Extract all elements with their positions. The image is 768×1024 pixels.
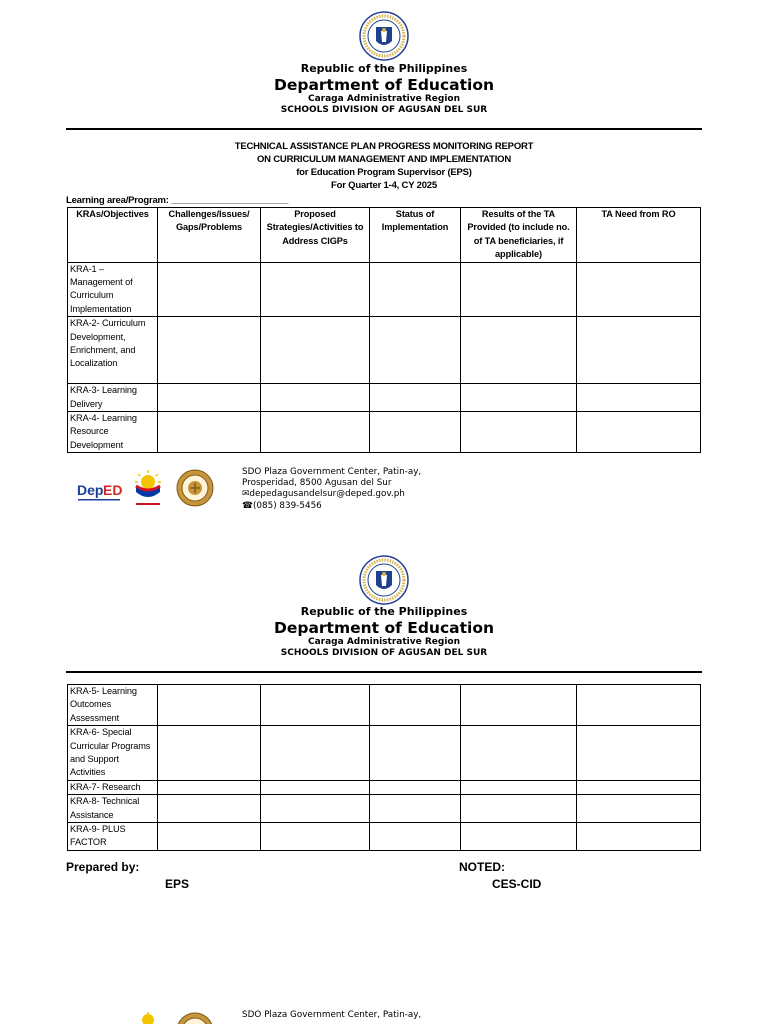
table-row xyxy=(68,823,701,851)
table-cell[interactable] xyxy=(261,685,370,726)
table-cell[interactable] xyxy=(261,726,370,781)
email-icon: ✉ xyxy=(242,489,250,500)
header-challenges: Challenges/Issues/ Gaps/Problems xyxy=(158,208,261,263)
table-row xyxy=(68,726,701,781)
bagong-pilipinas-logo-icon xyxy=(128,1012,168,1024)
phone-icon: ☎ xyxy=(242,500,253,511)
republic-text: Republic of the Philippines xyxy=(300,605,468,618)
header-strategies: Proposed Strategies/Activities to Address CIGPs xyxy=(261,208,370,263)
division-text: SCHOOLS DIVISION OF AGUSAN DEL SUR xyxy=(280,105,488,115)
header-results: Results of the TA Provided (to include no. of TA beneficiaries, if applicable) xyxy=(461,208,577,263)
prepared-by-label: Prepared by: xyxy=(66,860,140,874)
table-row xyxy=(68,685,701,726)
report-title-line4: For Quarter 1-4, CY 2025 xyxy=(331,180,437,191)
kra-label: KRA-2- Curriculum Development, Enrichment, and Localization xyxy=(68,317,158,384)
kra-label: KRA-8- Technical Assistance xyxy=(68,795,158,823)
kra-label: KRA-1 – Management of Curriculum Implementation xyxy=(68,262,158,317)
table-cell[interactable] xyxy=(261,780,370,794)
svg-text:ED: ED xyxy=(103,482,123,498)
table-cell[interactable] xyxy=(158,795,261,823)
header-status: Status of Implementation xyxy=(370,208,461,263)
header-ta-need: TA Need from RO xyxy=(577,208,701,263)
kra-label: KRA-6- Special Curricular Programs and Support Activities xyxy=(68,726,158,781)
table-cell[interactable] xyxy=(261,795,370,823)
kra-label: KRA-4- Learning Resource Development xyxy=(68,412,158,453)
svg-text:Dep: Dep xyxy=(77,482,104,498)
division-text: SCHOOLS DIVISION OF AGUSAN DEL SUR xyxy=(280,648,488,658)
table-cell[interactable] xyxy=(461,780,577,794)
table-cell[interactable] xyxy=(261,823,370,851)
learning-area-field[interactable]: Learning area/Program: _______________________ xyxy=(66,195,289,206)
kra-label: KRA-3- Learning Delivery xyxy=(68,384,158,412)
table-cell[interactable] xyxy=(158,685,261,726)
table-cell[interactable] xyxy=(461,795,577,823)
table-cell[interactable] xyxy=(461,726,577,781)
table-cell[interactable] xyxy=(158,780,261,794)
kra-label: KRA-5- Learning Outcomes Assessment xyxy=(68,685,158,726)
address-line1: SDO Plaza Government Center, Patin-ay, xyxy=(242,1010,422,1020)
table-cell[interactable] xyxy=(158,726,261,781)
footer-address xyxy=(242,1010,421,1021)
email-text[interactable]: depedagusandelsur@deped.gov.ph xyxy=(249,489,405,500)
table-cell[interactable] xyxy=(461,685,577,726)
region-text: Caraga Administrative Region xyxy=(307,637,460,647)
table-row xyxy=(68,795,701,823)
table-cell[interactable] xyxy=(577,780,701,794)
report-title-line2: ON CURRICULUM MANAGEMENT AND IMPLEMENTATION xyxy=(256,154,512,165)
table-cell[interactable] xyxy=(370,685,461,726)
republic-text: Republic of the Philippines xyxy=(300,62,468,75)
monitoring-table-page2 xyxy=(67,684,701,851)
address-line2: Prosperidad, 8500 Agusan del Sur xyxy=(242,478,392,489)
prepared-by-role: EPS xyxy=(165,877,190,891)
report-title-line3: for Education Program Supervisor (EPS) xyxy=(296,167,472,178)
table-cell[interactable] xyxy=(370,795,461,823)
table-cell[interactable] xyxy=(461,823,577,851)
kra-label: KRA-9- PLUS FACTOR xyxy=(68,823,158,851)
kra-label: KRA-7- Research xyxy=(68,780,158,794)
table-cell[interactable] xyxy=(577,726,701,781)
table-cell[interactable] xyxy=(577,685,701,726)
table-cell[interactable] xyxy=(370,780,461,794)
deped-seal-icon xyxy=(359,555,409,605)
report-title-line1: TECHNICAL ASSISTANCE PLAN PROGRESS MONITORING REPORT xyxy=(234,141,534,152)
region-text: Caraga Administrative Region xyxy=(307,94,460,104)
table-cell[interactable] xyxy=(158,823,261,851)
table-cell[interactable] xyxy=(370,726,461,781)
phone-text: (085) 839-5456 xyxy=(252,500,322,511)
header-divider xyxy=(66,671,702,673)
table-cell[interactable] xyxy=(577,823,701,851)
division-seal-icon xyxy=(176,1012,214,1024)
department-title: Department of Education xyxy=(273,76,495,94)
department-title: Department of Education xyxy=(273,619,495,637)
table-cell[interactable] xyxy=(577,795,701,823)
address-line1: SDO Plaza Government Center, Patin-ay, xyxy=(242,467,422,477)
table-row xyxy=(68,780,701,794)
noted-label: NOTED: xyxy=(459,860,505,874)
header-kras: KRAs/Objectives xyxy=(68,208,158,263)
table-cell[interactable] xyxy=(370,823,461,851)
noted-role: CES-CID xyxy=(492,877,542,891)
